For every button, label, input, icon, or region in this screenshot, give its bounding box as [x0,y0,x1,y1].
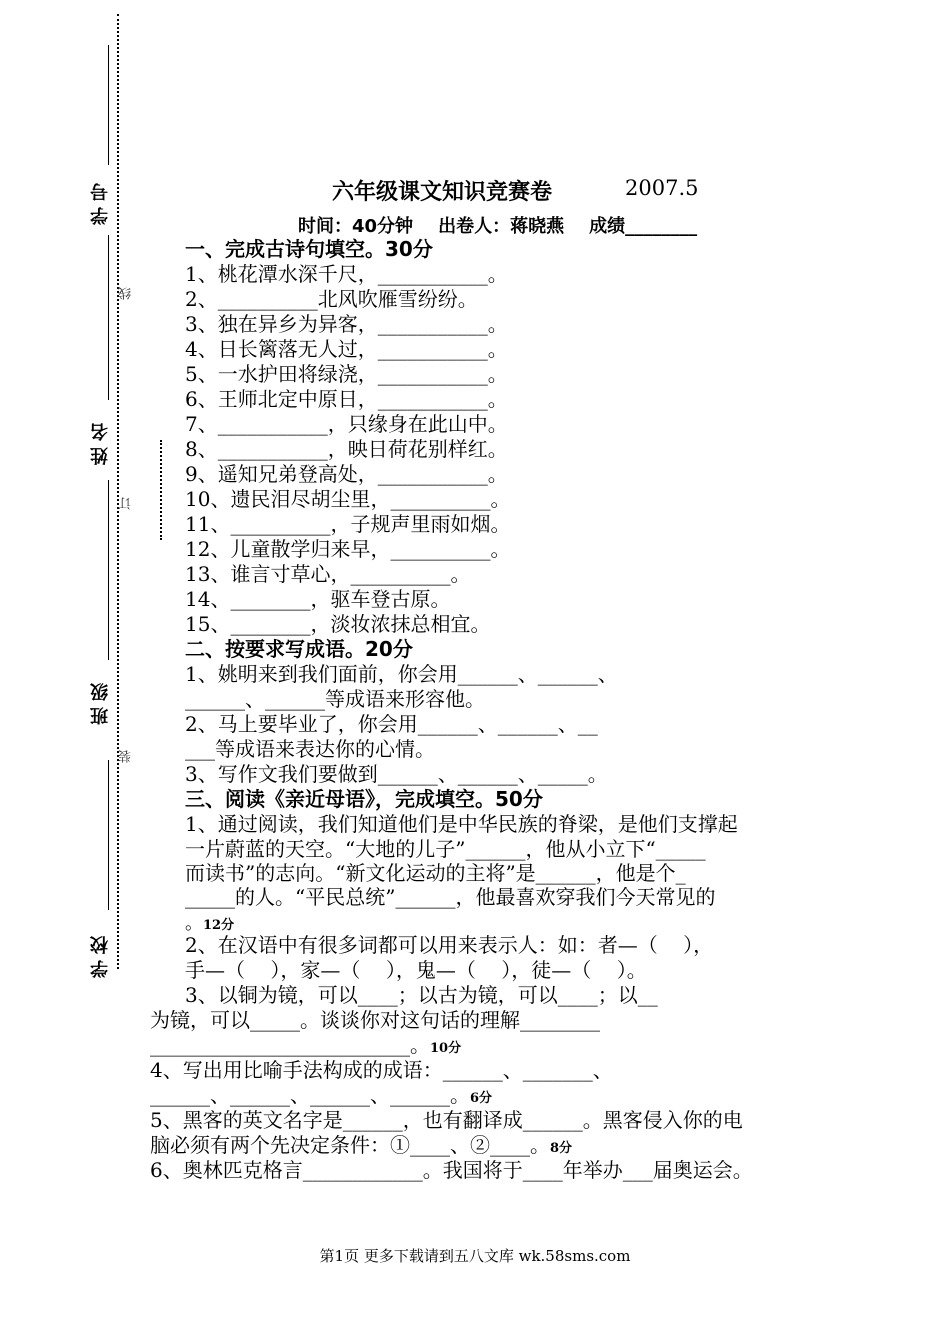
list-item: 14、________，驱车登古原。 [185,587,451,611]
q3-line: 为镜，可以_____。谈谈你对这句话的理解________ [150,1008,600,1032]
q3-line: 3、以铜为镜，可以____；以古为镜，可以____；以__ [185,983,658,1007]
q2-line: 手—（ ），家—（ ），鬼—（ ），徒—（ ）。 [185,958,647,982]
list-item: 15、________，淡妆浓抹总相宜。 [185,612,491,636]
section3-heading: 三、阅读《亲近母语》，完成填空。50分 [185,787,543,811]
list-item: 8、___________，映日荷花别样红。 [185,437,508,461]
class-blank [108,480,109,660]
list-item: 2、__________北风吹雁雪纷纷。 [185,287,478,311]
page-footer: 第1页 更多下载请到五八文库 wk.58sms.com [319,1247,631,1265]
name-label: 姓 名 [90,422,111,465]
section1-heading: 一、完成古诗句填空。30分 [185,237,433,261]
class-label: 班 级 [90,682,111,725]
section2-heading: 二、按要求写成语。20分 [185,637,413,661]
list-item: 3、独在异乡为异客，___________。 [185,312,508,336]
binding-dotted-line [117,14,119,969]
q5-line: 脑必须有两个先决定条件：①____、②____。 [150,1133,550,1157]
list-item: 11、__________，子规声里雨如烟。 [185,512,511,536]
binding-zhuang: 装 [119,750,134,763]
list-item: 5、一水护田将绿浇，___________。 [185,362,508,386]
section2-line: ___等成语来表达你的心情。 [185,737,435,761]
q3-end-line [150,1033,461,1061]
student-no-blank [108,45,109,165]
list-item: 4、日长篱落无人过，___________。 [185,337,508,361]
list-item: 6、王师北定中原日，___________。 [185,387,508,411]
q4-line: ______、______、______、______。 [150,1083,470,1107]
q1-points: 12分 [203,918,235,933]
q5-points: 8分 [550,1141,573,1156]
q4-points: 6分 [470,1091,493,1106]
student-no-label: 学 号 [90,182,111,225]
school-blank [108,760,109,910]
q3-points: 10分 [430,1041,462,1056]
section2-line: 2、马上要毕业了，你会用______、______、__ [185,712,598,736]
q6-line: 6、奥林匹克格言____________。我国将于____年举办___届奥运会。 [150,1158,753,1182]
title-year: 2007.5 [625,176,699,200]
q4-line: 4、写出用比喻手法构成的成语：______、_______、 [150,1058,613,1082]
section2-line: 3、写作文我们要做到______、______、_____。 [185,762,608,786]
binding-ding: 订 [119,497,134,510]
q5-line: 5、黑客的英文名字是______，也有翻译成______。黑客侵入你的电 [150,1108,743,1132]
page-title: 六年级课文知识竞赛卷 [332,180,553,205]
q1-end: 。 [185,913,203,934]
q1-line: _____的人。“平民总统”______，他最喜欢穿我们今天常见的 [185,885,716,909]
q3-end: __________________________。 [150,1033,430,1057]
list-item: 10、遗民泪尽胡尘里，__________。 [185,487,511,511]
q1-line: 一片蔚蓝的天空。“大地的儿子”______，他从小立下“_____ [185,837,706,861]
school-label: 学 校 [90,935,111,978]
q2-line: 2、在汉语中有很多词都可以用来表示人：如：者—（ ）， [185,933,714,957]
q4-line2 [150,1083,492,1111]
section2-line: ______、______等成语来形容他。 [185,687,485,711]
list-item: 13、谁言寸草心，__________。 [185,562,471,586]
binding-dotted-line-short [160,440,162,540]
q1-line: 1、通过阅读，我们知道他们是中华民族的脊梁，是他们支撑起 [185,812,738,836]
name-blank [108,235,109,400]
list-item: 7、___________，只缘身在此山中。 [185,412,508,436]
q1-line: 而读书”的志向。“新文化运动的主将”是______，他是个_ [185,861,686,885]
list-item: 12、儿童散学归来早，__________。 [185,537,511,561]
q5-line2 [150,1133,572,1161]
binding-xian: 线 [119,287,134,300]
section2-line: 1、姚明来到我们面前，你会用______、______、 [185,662,618,686]
exam-meta: 时间：40分钟 出卷人：蒋晓燕 成绩________ [298,216,698,237]
list-item: 9、遥知兄弟登高处，___________。 [185,462,508,486]
list-item: 1、桃花潭水深千尺，___________。 [185,262,508,286]
